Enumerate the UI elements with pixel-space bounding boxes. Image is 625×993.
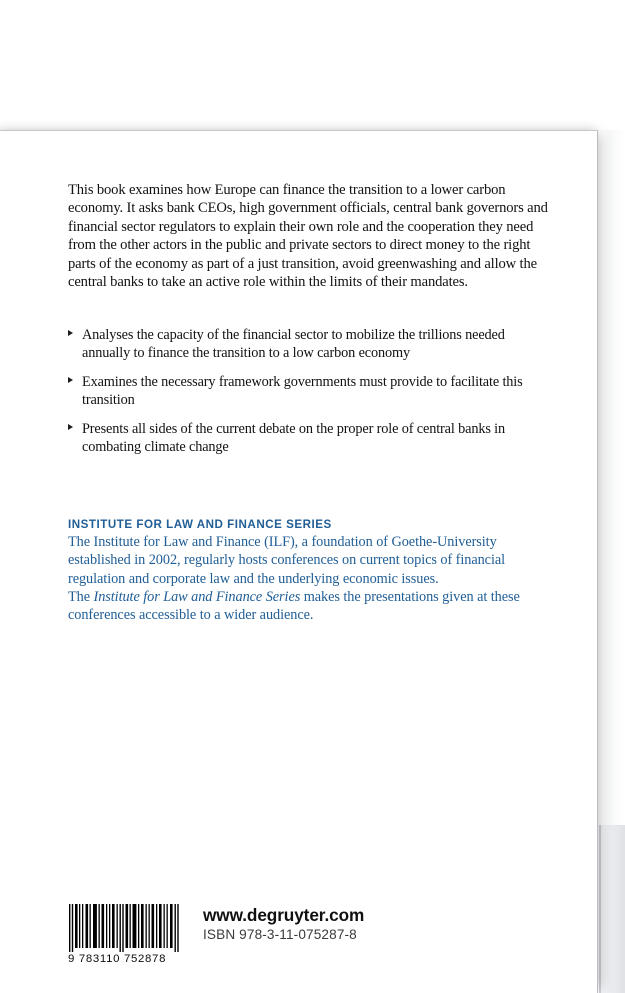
barcode-block <box>68 904 186 965</box>
feature-list <box>68 326 548 456</box>
series-heading: INSTITUTE FOR LAW AND FINANCE SERIES <box>68 518 332 532</box>
barcode-digits: 9 783110 752878 <box>68 953 167 965</box>
list-item <box>68 326 548 362</box>
list-item <box>68 420 548 456</box>
triangle-right-icon <box>68 424 73 430</box>
book-side-edge <box>599 825 601 993</box>
isbn-text: ISBN 978-3-11-075287-8 <box>203 927 357 943</box>
publisher-url: www.degruyter.com <box>203 905 365 926</box>
feature-text: Examines the necessary framework governments must provide to facilitate this transition <box>82 373 523 408</box>
series-block <box>68 518 548 624</box>
series-lead-text: The <box>68 588 94 605</box>
series-description-2 <box>68 588 548 624</box>
ean13-barcode-icon <box>68 904 180 952</box>
blurb-paragraph: This book examines how Europe can finance the transition to a lower carbon economy. It asks bank CEOs, high government officials, central bank governors and financial sector regulators to explain their own role and the cooperation they need from the other actors in the public and private sectors to direct money to the right parts of the economy as part of a just transition, avoid greenwashing and allow the central banks to take an active role within the limits of their mandates. <box>68 182 548 291</box>
triangle-right-icon <box>68 330 73 336</box>
cover-surface <box>0 130 598 993</box>
page-side-sheen <box>600 130 625 826</box>
book-side-panel <box>599 825 625 993</box>
series-title-italic: Institute for Law and Finance Series <box>93 588 301 605</box>
cover-content <box>68 181 548 624</box>
feature-text: Presents all sides of the current debate on the proper role of central banks in combating climate change <box>82 421 506 456</box>
publisher-block <box>203 906 364 943</box>
series-tail-text: makes the presentations given at these conferences accessible to a wider audience. <box>68 588 520 624</box>
list-item <box>68 373 548 409</box>
triangle-right-icon <box>68 377 73 383</box>
cover-footer <box>68 875 538 965</box>
series-description: The Institute for Law and Finance (ILF), a foundation of Goethe-University established in 2002, regularly hosts conferences on current topics of financial regulation and corporate law and the underlying economic issues. <box>68 534 506 587</box>
feature-text: Analyses the capacity of the financial sector to mobilize the trillions needed annually to finance the transition to a low carbon economy <box>82 326 505 361</box>
